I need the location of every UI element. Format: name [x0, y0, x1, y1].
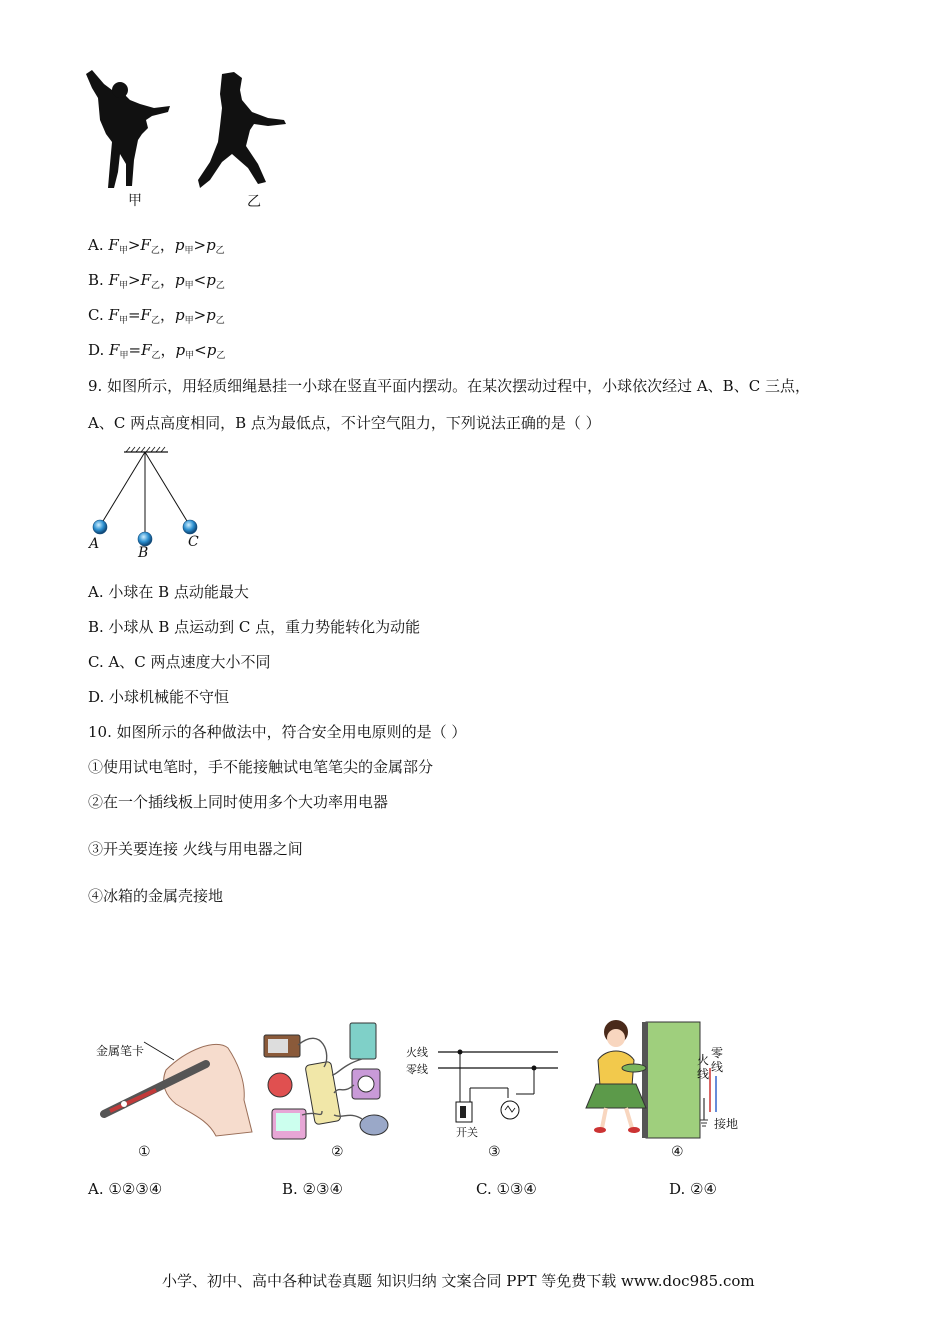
- ball-b: [138, 532, 152, 546]
- silhouette-jia: [86, 70, 170, 188]
- q10-stem: 10. 如图所示的各种做法中，符合安全用电原则的是（ ）: [88, 723, 467, 741]
- ball-c: [183, 520, 197, 534]
- figure-number-1: ①: [138, 1144, 151, 1160]
- q10-option-a[interactable]: A. ①②③④: [88, 1180, 163, 1198]
- ball-a: [93, 520, 107, 534]
- taichi-silhouettes-figure: [82, 68, 292, 193]
- power-strip-figure: [262, 1015, 402, 1145]
- q9-option-c[interactable]: C. A、C 两点速度大小不同: [88, 653, 271, 671]
- ball-label-c: C: [188, 534, 199, 550]
- q10-option-d[interactable]: D. ②④: [669, 1180, 717, 1198]
- q9-option-b[interactable]: B. 小球从 B 点运动到 C 点，重力势能转化为动能: [88, 618, 421, 636]
- metal-clip-label: 金属笔卡: [96, 1044, 145, 1058]
- figure-number-3: ③: [488, 1144, 501, 1160]
- circuit-neutral-label: 零线: [406, 1063, 428, 1076]
- q10-item-2: ②在一个插线板上同时使用多个大功率用电器: [88, 793, 389, 811]
- q10-option-b[interactable]: B. ②③④: [282, 1180, 343, 1198]
- q10-option-c[interactable]: C. ①③④: [476, 1180, 537, 1198]
- fridge-ground-label: 接地: [714, 1117, 739, 1131]
- silhouette-yi: [198, 72, 286, 188]
- figure-label-yi: 乙: [247, 194, 261, 210]
- q9-stem-line2: A、C 两点高度相同，B 点为最低点，不计空气阻力，下列说法正确的是（ ）: [88, 414, 601, 432]
- q10-item-1: ①使用试电笔时，手不能接触试电笔笔尖的金属部分: [88, 758, 434, 776]
- fridge-live-label: 火线: [697, 1053, 710, 1081]
- fridge-neutral-label: 零线: [711, 1046, 724, 1074]
- page-footer: 小学、初中、高中各种试卷真题 知识归纳 文案合同 PPT 等免费下载 www.doc985.com: [162, 1272, 755, 1290]
- circuit-switch-label: 开关: [456, 1126, 478, 1139]
- figure-label-jia: 甲: [128, 193, 142, 209]
- q8-option-b[interactable]: B. $F_甲>F_乙$，$p_甲<p_乙$: [88, 271, 225, 291]
- circuit-figure: [404, 1040, 564, 1142]
- q8-option-a[interactable]: A. $F_甲>F_乙$，$p_甲>p_乙$: [88, 236, 225, 256]
- ball-label-a: A: [89, 536, 100, 552]
- q9-option-d[interactable]: D. 小球机械能不守恒: [88, 688, 230, 706]
- q9-option-a[interactable]: A. 小球在 B 点动能最大: [88, 583, 249, 601]
- q9-stem-line1: 9. 如图所示，用轻质细绳悬挂一小球在竖直平面内摆动。在某次摆动过程中，小球依次经过 A、B、C 三点，: [88, 377, 810, 395]
- circuit-live-label: 火线: [406, 1046, 428, 1059]
- q8-option-d[interactable]: D. $F_甲=F_乙$，$p_甲<p_乙$: [88, 341, 226, 361]
- figure-number-2: ②: [331, 1144, 344, 1160]
- q10-item-3: ③开关要连接 火线与用电器之间: [88, 840, 303, 858]
- ball-label-b: B: [138, 545, 149, 561]
- q8-option-c[interactable]: C. $F_甲=F_乙$，$p_甲>p_乙$: [88, 306, 225, 326]
- figure-number-4: ④: [671, 1144, 684, 1160]
- q10-item-4: ④冰箱的金属壳接地: [88, 887, 224, 905]
